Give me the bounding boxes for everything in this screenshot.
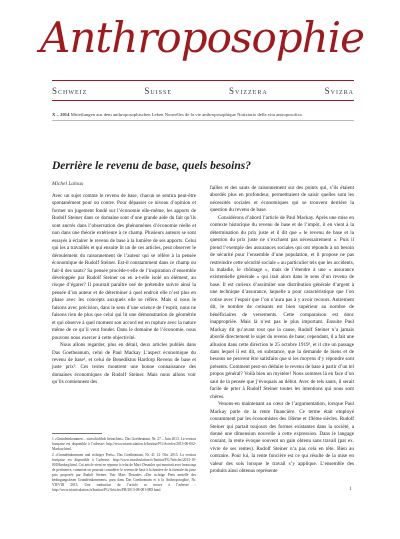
masthead: [0, 0, 400, 120]
issue-rule: [52, 120, 354, 121]
article-title: Derrière le revenu de base, quels besoins?: [52, 160, 251, 172]
country-svizzera: Svizzera: [229, 86, 268, 96]
paragraph: Nous allons regarder, plus en détail, deux articles publiés dans Das Goetheanum, celui de Paul Mackay L’aspect économique du revenu de base¹, et celui de Benediktus Hardorp Revenu de base et juste prix². Ces textes montrent une bonne connaissance des domaines économiques de Rudolf Steiner. Mais nous allons voir qu’ils contiennent des: [52, 342, 196, 386]
paragraph: Considérons d’abord l’article de Paul Mackay. Après une mise en contexte historique du revenu de base et de l’impôt, il en vient à la détermination du prix juste et il dit que « le revenu de base et la question du prix juste ne s’excluent pas nécessairement ». Puis il prend l’exemple des assurances sociales qui ont répondu à un besoin de sécurité pour l’ensemble d’une population, et il propose ne pas restreindre cette sécurité sociale « au particulier tels que les accidents, la maladie, le chômage », mais de l’étendre à une « assurance existentielle générale » qui irait alors dans le sens d’un revenu de base. Il est curieux d’assimiler une distribution générale d’argent à une technique d’assurance, laquelle a pour caractéristique que l’on cotise avec l’espoir que l’on n’aura pas à y avoir recours. Autrement dit, le nombre de cotisants est bien supérieur au nombre de bénéficiaires de versements. Cette comparaison est donc inappropriée. Mais là n’est pas le plus important. Ensuite Paul Mackay dit qu’avant tout que la cause, Rudolf Steiner n’a jamais abordé directement le sujet du revenu de base; cependant, il a fait une allusion dans cette direction le 25 octobre 1919³, et il cite un passage dans lequel il est dit, en substance, que la demande de biens et de besoins ne peuvent être satisfaits que si les moyens d’y répondre sont présents. Comment peut-on déduire le revenu de base à partir d’un tel propos général? Voilà bien un mystère! Nous sommes là en face d’un saut de la pensée que j’évoquais au début. Avec de tels sauts, il serait facile de prter à Rudolf Steiner toutes les intentions qui nous sont chères.: [210, 214, 355, 400]
paragraph: failles et des sauts de raisonnement sur des points qui, s’ils étaient abordés plus en profondeur, permettraient de saisir quelles sont les nécessités sociales et économiques qui se trouvent derrière la question du revenu de base.: [210, 185, 354, 214]
right-column: [210, 185, 354, 476]
article-author: Michel Laloux: [52, 181, 84, 187]
left-column: [52, 193, 196, 387]
anthroposophie-logo: [40, 6, 364, 72]
page-number: 1: [349, 487, 352, 492]
footnote-1: 1 «Grundeinkommen – wirtschaftlich betrachtet», Das Goetheanum, Nr. 27 – Juin 2013. La version française est disponible à l’adresse: http://www.triarticulation.fr/Institut/FG/Articles/2013-06-002-Mackay.html.: [52, 437, 196, 451]
country-svizra: Svizra: [324, 86, 354, 96]
logo-wordmark: Anthroposophie: [40, 13, 364, 62]
footnote-rule: [52, 433, 102, 434]
footnote-2: 2 «Grundeinkommen und richtiger Preis», Das Goetheanum, Nr. 41 12. Okt. 2013. La version française est disponible à l’adresse: http://www.triarticulation.fr/Institut/FG/Articles/2013-10-001Hardorp.html. Cet article vient en réponse à celui de Marc Desaules qui montrait avec beaucoup de pertinence, comment on pourrait considérer le revenu de base à la lumière de la formule du juste prix proposée par Rudolf Steiner. Voir Marc Desaules «Der richtige Preis anstelle des bedingungslosen Grundeinkommens» paru dans Das Goetheanum et à la Anthroposophie, Nr. VII/VIII 2013. Une traduction de l’article se trouve à l’adresse : http://www.triarticulation.fr/Institut/FG/Articles/FR/2013-08-001-MD.html.: [52, 453, 196, 492]
issue-subtitle: Mitteilungen aus dem anthroposophischen Leben Nouvelles de la vie anthroposophique Notiziario della vita antroposofica: [70, 112, 302, 117]
masthead-top-rule: [52, 80, 354, 81]
paragraph: Avec un sujet comme le revenu de base, chacun se sentira peut-être spontanément pour ou contre. Pour dépasser ce niveau d’opinion et former un jugement fondé sur l’économie elle-même, les apports de Rudolf Steiner dans ce domaine sont d’une grande aide du fait qu’ils sont ancrés dans l’observation des phénomènes d’économie réelle et non dans une théorie extérieure à ce champ. Plusieurs auteurs se sont essayés à éclairer le revenu de base à la lumière de ses apports. Celui qui les a travaillés et qui ensuite lit un de ces articles, peut observer le déroulement du raisonnement de l’auteur qui se réfère à la pensée économique de Rudolf Steiner. Est-il constamment dans ce champ ou fait-il des sauts? Sa pensée procède-t-elle de l’inspiration d’ensemble développée par Rudolf Steiner ou en a-t-elle isolé un élément, au risque d’égarer? Il pourrait paraître osé de prétendre suivre ainsi la pensée d’un auteur et de déterminer à quel endroit elle n’est plus en phase avec les concepts auxquels elle se réfère. Mais si nous le faisons avec précision, dans le sens d’une science de l’esprit, nous ne faisons rien de plus que celui qui lit une démonstration de géométrie et qui observe à quel moment son accord est en rupture avec la nature même de ce qu’il veut fonder. Dans le domaine de l’économie, nous pouvons nous exercer à cette objectivité.: [52, 193, 196, 341]
issue-number: X – 2014: [52, 112, 70, 117]
country-names: [52, 86, 354, 96]
masthead-bottom-rule: [52, 100, 354, 101]
country-schweiz: Schweiz: [52, 86, 88, 96]
footnotes: [52, 437, 196, 494]
issue-line: [52, 112, 354, 117]
paragraph: Venons-en maintenant au cœur de l’argumentation, lorsque Paul Mackay parle de la rente financière. Ce terme était employé couramment par les économistes des 18ème et 19ème siècles. Rudolf Steiner qui partait toujours des formes existantes dans la société, a donné une dimension nouvelle à cette expression. Dans le langage courant, la rente évoque souvent un gain obtenu sans travail (par ex. vivre de ses rentes). Rudolf Steiner n’a pas cela en tête. Bien au contraire. Pour lui, la rente foncière est ce qui résulte de la mise en valeur des sols lorsque le travail s’y applique. L’ensemble des produits ainsi obtenus représente: [210, 401, 354, 475]
country-suisse: Suisse: [144, 86, 173, 96]
